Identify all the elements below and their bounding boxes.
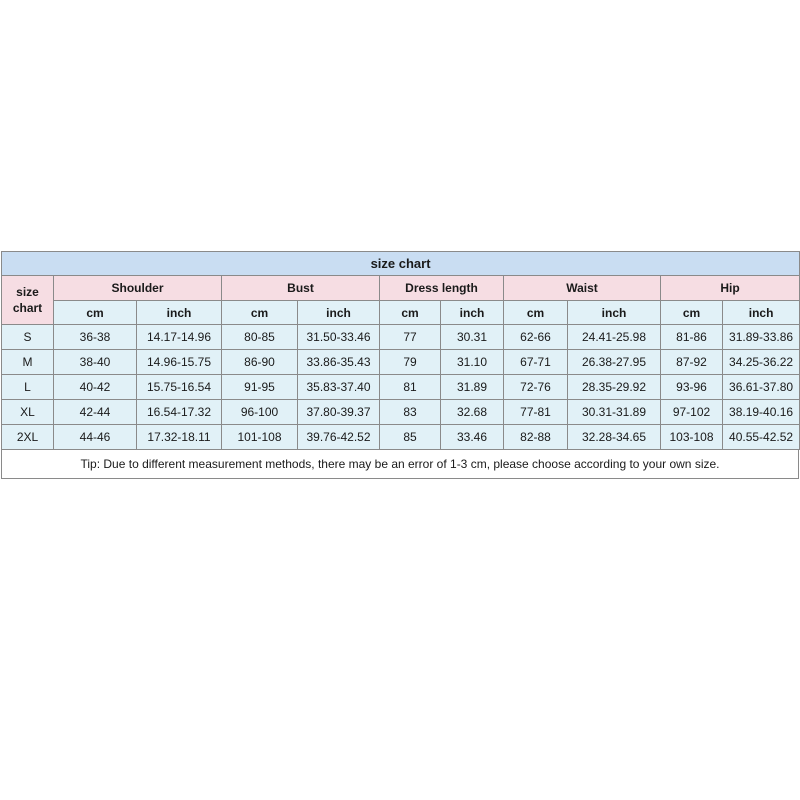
table-cell: 15.75-16.54 (137, 375, 222, 400)
table-cell: 30.31 (441, 325, 504, 350)
table-title: size chart (2, 252, 800, 276)
table-cell: 32.28-34.65 (568, 425, 661, 450)
table-cell: 14.96-15.75 (137, 350, 222, 375)
table-cell: 31.10 (441, 350, 504, 375)
table-cell: 26.38-27.95 (568, 350, 661, 375)
table-cell: 77-81 (504, 400, 568, 425)
table-cell: 82-88 (504, 425, 568, 450)
table-cell: 80-85 (222, 325, 298, 350)
unit-header: inch (298, 301, 380, 325)
table-cell: 72-76 (504, 375, 568, 400)
table-cell: 31.89-33.86 (723, 325, 800, 350)
table-row (2, 325, 800, 350)
size-label: M (2, 350, 54, 375)
table-cell: 31.89 (441, 375, 504, 400)
table-cell: 79 (380, 350, 441, 375)
size-label: L (2, 375, 54, 400)
table-cell: 87-92 (661, 350, 723, 375)
size-header-line-1: size (16, 285, 39, 299)
table-cell: 35.83-37.40 (298, 375, 380, 400)
table-cell: 83 (380, 400, 441, 425)
table-cell: 16.54-17.32 (137, 400, 222, 425)
table-cell: 38.19-40.16 (723, 400, 800, 425)
size-label: S (2, 325, 54, 350)
table-cell: 85 (380, 425, 441, 450)
table-cell: 97-102 (661, 400, 723, 425)
size-column-header (2, 276, 54, 325)
size-label: 2XL (2, 425, 54, 450)
table-cell: 77 (380, 325, 441, 350)
table-cell: 38-40 (54, 350, 137, 375)
tip-note: Tip: Due to different measurement methods, there may be an error of 1-3 cm, please choose according to your own size. (1, 450, 799, 479)
group-header-hip: Hip (661, 276, 800, 301)
table-cell: 36-38 (54, 325, 137, 350)
unit-header: inch (441, 301, 504, 325)
table-cell: 36.61-37.80 (723, 375, 800, 400)
unit-header: cm (54, 301, 137, 325)
table-cell: 31.50-33.46 (298, 325, 380, 350)
size-chart-table (1, 251, 800, 450)
table-cell: 34.25-36.22 (723, 350, 800, 375)
table-row (2, 425, 800, 450)
unit-header: inch (137, 301, 222, 325)
group-header-dress-length: Dress length (380, 276, 504, 301)
table-cell: 32.68 (441, 400, 504, 425)
table-cell: 96-100 (222, 400, 298, 425)
table-cell: 81-86 (661, 325, 723, 350)
table-cell: 30.31-31.89 (568, 400, 661, 425)
unit-header: inch (723, 301, 800, 325)
table-row (2, 375, 800, 400)
table-cell: 62-66 (504, 325, 568, 350)
group-header-waist: Waist (504, 276, 661, 301)
unit-header: cm (380, 301, 441, 325)
table-cell: 44-46 (54, 425, 137, 450)
table-cell: 24.41-25.98 (568, 325, 661, 350)
size-header-line-2: chart (12, 301, 43, 315)
size-label: XL (2, 400, 54, 425)
unit-header: cm (222, 301, 298, 325)
table-cell: 39.76-42.52 (298, 425, 380, 450)
table-cell: 17.32-18.11 (137, 425, 222, 450)
table-cell: 81 (380, 375, 441, 400)
table-cell: 67-71 (504, 350, 568, 375)
unit-header: cm (504, 301, 568, 325)
table-cell: 103-108 (661, 425, 723, 450)
table-cell: 28.35-29.92 (568, 375, 661, 400)
table-cell: 40.55-42.52 (723, 425, 800, 450)
table-cell: 91-95 (222, 375, 298, 400)
unit-header: cm (661, 301, 723, 325)
table-cell: 101-108 (222, 425, 298, 450)
table-cell: 93-96 (661, 375, 723, 400)
table-cell: 86-90 (222, 350, 298, 375)
size-chart (1, 251, 799, 479)
table-row (2, 400, 800, 425)
group-header-shoulder: Shoulder (54, 276, 222, 301)
table-cell: 37.80-39.37 (298, 400, 380, 425)
table-cell: 42-44 (54, 400, 137, 425)
table-cell: 33.86-35.43 (298, 350, 380, 375)
table-cell: 33.46 (441, 425, 504, 450)
unit-header: inch (568, 301, 661, 325)
table-cell: 14.17-14.96 (137, 325, 222, 350)
table-row (2, 350, 800, 375)
group-header-bust: Bust (222, 276, 380, 301)
table-cell: 40-42 (54, 375, 137, 400)
